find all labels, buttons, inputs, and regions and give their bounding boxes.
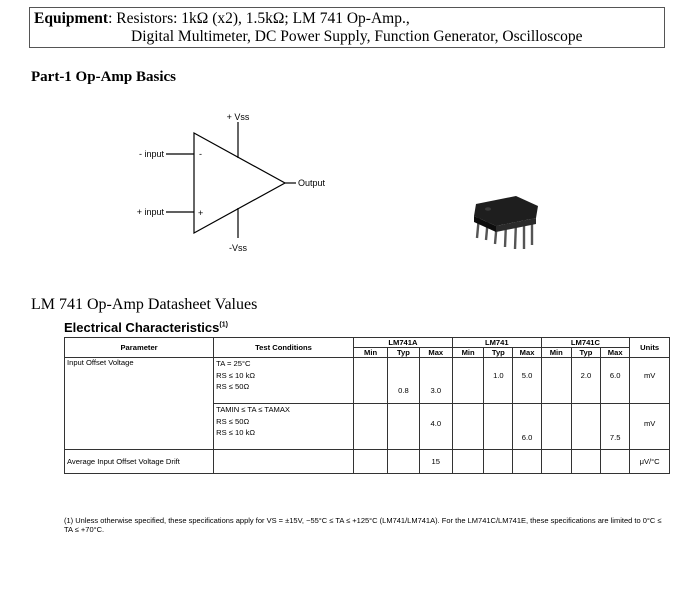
cond-line: RS ≤ 10 kΩ (216, 370, 256, 380)
table-row (65, 450, 670, 474)
sub-min: Min (353, 348, 387, 358)
param-input-offset-voltage: Input Offset Voltage (65, 358, 214, 450)
equipment-label: Equipment (34, 10, 109, 27)
table-header-row-1 (65, 338, 670, 348)
ec-note-ref: (1) (219, 321, 228, 329)
equipment-line-1 (34, 10, 410, 28)
col-units-header: Units (630, 338, 670, 358)
lm741c-max: 6.0 (601, 358, 630, 404)
units-mv: mV (630, 358, 670, 404)
sub-typ: Typ (571, 348, 600, 358)
electrical-characteristics-table (64, 337, 670, 474)
minus-sign: - (199, 149, 202, 159)
lm741a-max-b: 4.0 (419, 404, 452, 450)
input-neg-label: - input (138, 149, 164, 159)
ic-chip-image (468, 194, 544, 256)
ec-title-text: Electrical Characteristics (64, 320, 220, 335)
vss-pos-label: + Vss (226, 112, 250, 122)
footnote: (1) Unless otherwise specified, these specifications apply for VS = ±15V, −55°C ≤ TA ≤ +125°C (LM741/LM741A). For the LM741C/LM741E, these specifications are limited to 0°C ≤ TA ≤ +70°C. (64, 516, 662, 534)
lm741-typ: 1.0 (484, 358, 513, 404)
lm741c-max-b: 7.5 (601, 404, 630, 450)
group-lm741: LM741 (452, 338, 541, 348)
conditions-b (214, 404, 354, 450)
datasheet-heading: LM 741 Op-Amp Datasheet Values (31, 296, 258, 313)
group-lm741a: LM741A (353, 338, 452, 348)
col-parameter-header: Parameter (65, 338, 214, 358)
param-offset-drift: Average Input Offset Voltage Drift (65, 450, 214, 474)
sub-max: Max (419, 348, 452, 358)
cond-line: TAMIN ≤ TA ≤ TAMAX (216, 405, 290, 414)
sub-typ: Typ (388, 348, 419, 358)
table-row (65, 358, 670, 404)
output-label: Output (298, 178, 326, 188)
plus-sign: + (198, 208, 204, 218)
lm741a-typ: 0.8 (388, 358, 419, 404)
drift-lm741a-max: 15 (419, 450, 452, 474)
sub-max: Max (601, 348, 630, 358)
vss-neg-label: -Vss (229, 243, 247, 253)
sub-max: Max (513, 348, 541, 358)
cond-line: RS ≤ 10 kΩ (216, 428, 256, 437)
drift-units: μV/°C (630, 450, 670, 474)
units-mv-b: mV (630, 404, 670, 450)
col-conditions-header: Test Conditions (214, 338, 354, 358)
lm741a-max: 3.0 (419, 358, 452, 404)
cond-line: RS ≤ 50Ω (216, 416, 250, 426)
equipment-line-1-text: : Resistors: 1kΩ (x2), 1.5kΩ; LM 741 Op-Amp., (108, 10, 410, 27)
sub-min: Min (452, 348, 483, 358)
lm741-max: 5.0 (513, 358, 541, 404)
cond-line: TA = 25°C (216, 359, 251, 368)
equipment-box (29, 7, 665, 48)
lm741-max-b: 6.0 (513, 404, 541, 450)
lm741c-typ: 2.0 (571, 358, 600, 404)
sub-min: Min (541, 348, 571, 358)
cond-line: RS ≤ 50Ω (216, 382, 250, 391)
opamp-triangle (194, 133, 285, 233)
conditions-a (214, 358, 354, 404)
input-pos-label: + input (136, 207, 164, 217)
electrical-characteristics-title (64, 320, 228, 335)
opamp-diagram (120, 108, 340, 258)
part1-heading: Part-1 Op-Amp Basics (31, 69, 176, 85)
equipment-line-2: Digital Multimeter, DC Power Supply, Function Generator, Oscilloscope (131, 28, 583, 45)
sub-typ: Typ (484, 348, 513, 358)
group-lm741c: LM741C (541, 338, 630, 348)
